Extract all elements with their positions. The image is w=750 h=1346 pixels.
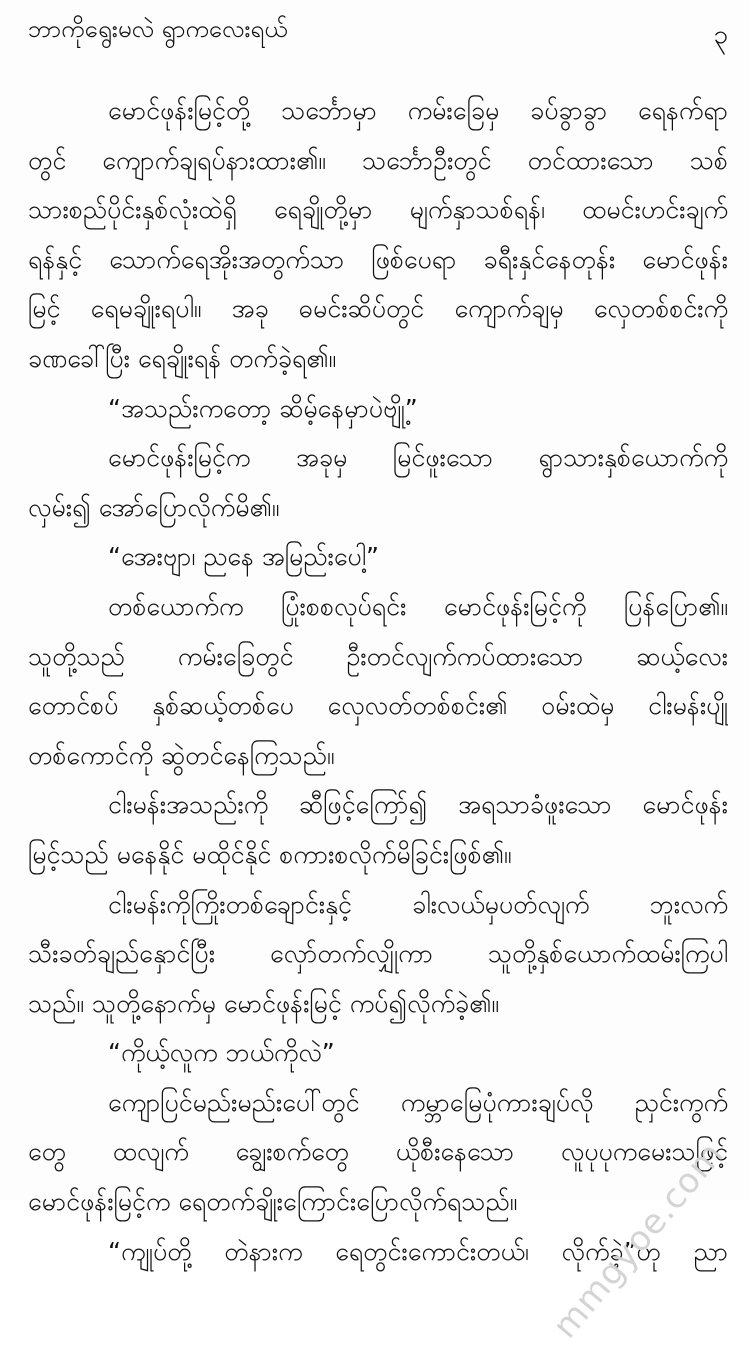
text-line: ခဏခေါ်ပြီး ရေချိုးရန် တက်ခဲ့ရ၏။ bbox=[28, 343, 337, 373]
page-number: ၃ bbox=[713, 20, 728, 50]
text-line: လှမ်း၍ အော်ပြောလိုက်မိ၏။ bbox=[28, 492, 280, 522]
text-line: ရန်နှင့် သောက်ရေအိုးအတွက်သာ ဖြစ်ပေရာ ခရီးနှင်နေတုန်း မောင်ဖုန်း bbox=[28, 244, 728, 274]
text-line: သည်။ သူတို့နောက်မှ မောင်ဖုန်းမြင့် ကပ်၍လိုက်ခဲ့၏။ bbox=[28, 988, 499, 1018]
text-line: ငါးမန်းအသည်းကို ဆီဖြင့်ကြော်၍ အရသာခံဖူးသော မောင်ဖုန်း bbox=[108, 790, 728, 820]
text-line: သားစည်ပိုင်းနှစ်လုံးထဲရှိ ရေချိုတို့မှာ မျက်နှာသစ်ရန်၊ ထမင်းဟင်းချက် bbox=[28, 195, 728, 225]
running-head: ဘာကိုရွေးမလဲ ရွာကလေးရယ် bbox=[28, 15, 288, 43]
body-text bbox=[28, 86, 728, 1276]
watermark: mmgyoe.com bbox=[545, 1134, 732, 1346]
text-line: တောင်စပ် နှစ်ဆယ့်တစ်ပေ လှေလတ်တစ်စင်း၏ ဝမ်းထဲမှ ငါးမန်းပျို bbox=[28, 691, 728, 721]
text-line: သီးခတ်ချည်နှောင်ပြီး လှော်တက်လျှိုကာ သူတို့နှစ်ယောက်ထမ်းကြပါ bbox=[28, 939, 728, 969]
text-line: မြင့်သည် မနေနိုင် မထိုင်နိုင် စကားစလိုက်မိခြင်းဖြစ်၏။ bbox=[28, 839, 512, 869]
text-line: မြင့် ရေမချိုးရပါ။ အခု ဓမင်းဆိပ်တွင် ကျောက်ချမှ လှေတစ်စင်းကို bbox=[28, 294, 728, 324]
text-line: မောင်ဖုန်းမြင့်တို့ သင်္ဘောမှာ ကမ်းခြေမှ ခပ်ခွာခွာ ရေနက်ရာ bbox=[108, 96, 728, 125]
text-line: “အသည်းကတော့ ဆိမ့်နေမှာပဲဗျို့” bbox=[108, 393, 418, 423]
text-line: သူတို့သည် ကမ်းခြေတွင် ဦးတင်လျက်ကပ်ထားသော ဆယ့်လေး bbox=[28, 641, 728, 671]
text-line: တစ်ယောက်က ပြုံးစစလုပ်ရင်း မောင်ဖုန်းမြင့်ကို ပြန်ပြော၏။ bbox=[108, 591, 728, 621]
text-line: တစ်ကောင်ကို ဆွဲတင်နေကြသည်။ bbox=[28, 740, 335, 770]
text-line: “အေးဗျာ၊ ညနေ အမြည်းပေါ့” bbox=[108, 542, 379, 572]
text-line: “ကိုယ့်လူက ဘယ်ကိုလဲ” bbox=[108, 1038, 335, 1068]
text-line: ကျောပြင်မည်းမည်းပေါ်တွင် ကမ္ဘာမြေပုံကားချပ်လို ညှင်းကွက် bbox=[108, 1087, 728, 1117]
text-line: မောင်ဖုန်းမြင့်က အခုမှ မြင်ဖူးသော ရွာသားနှစ်ယောက်ကို bbox=[108, 443, 728, 473]
text-line: တွေ ထလျက် ချွေးစက်တွေ ယိုစီးနေသော လူပုပုကမေးသဖြင့် bbox=[28, 1137, 728, 1167]
text-line: “ကျုပ်တို့ တဲနားက ရေတွင်းကောင်းတယ်၊ လိုက်ခဲ့”ဟု ညာ bbox=[108, 1236, 728, 1266]
page-header bbox=[28, 8, 728, 52]
text-line: တွင် ကျောက်ချရပ်နားထား၏။ သင်္ဘောဦးတွင် တင်ထားသော သစ် bbox=[28, 145, 728, 175]
text-line: မောင်ဖုန်းမြင့်က ရေတက်ချိုးကြောင်းပြောလိုက်ရသည်။ bbox=[28, 1187, 518, 1217]
text-line: ငါးမန်းကိုကြိုးတစ်ချောင်းနှင့် ခါးလယ်မှပတ်လျက် ဘူးလက် bbox=[108, 889, 728, 919]
